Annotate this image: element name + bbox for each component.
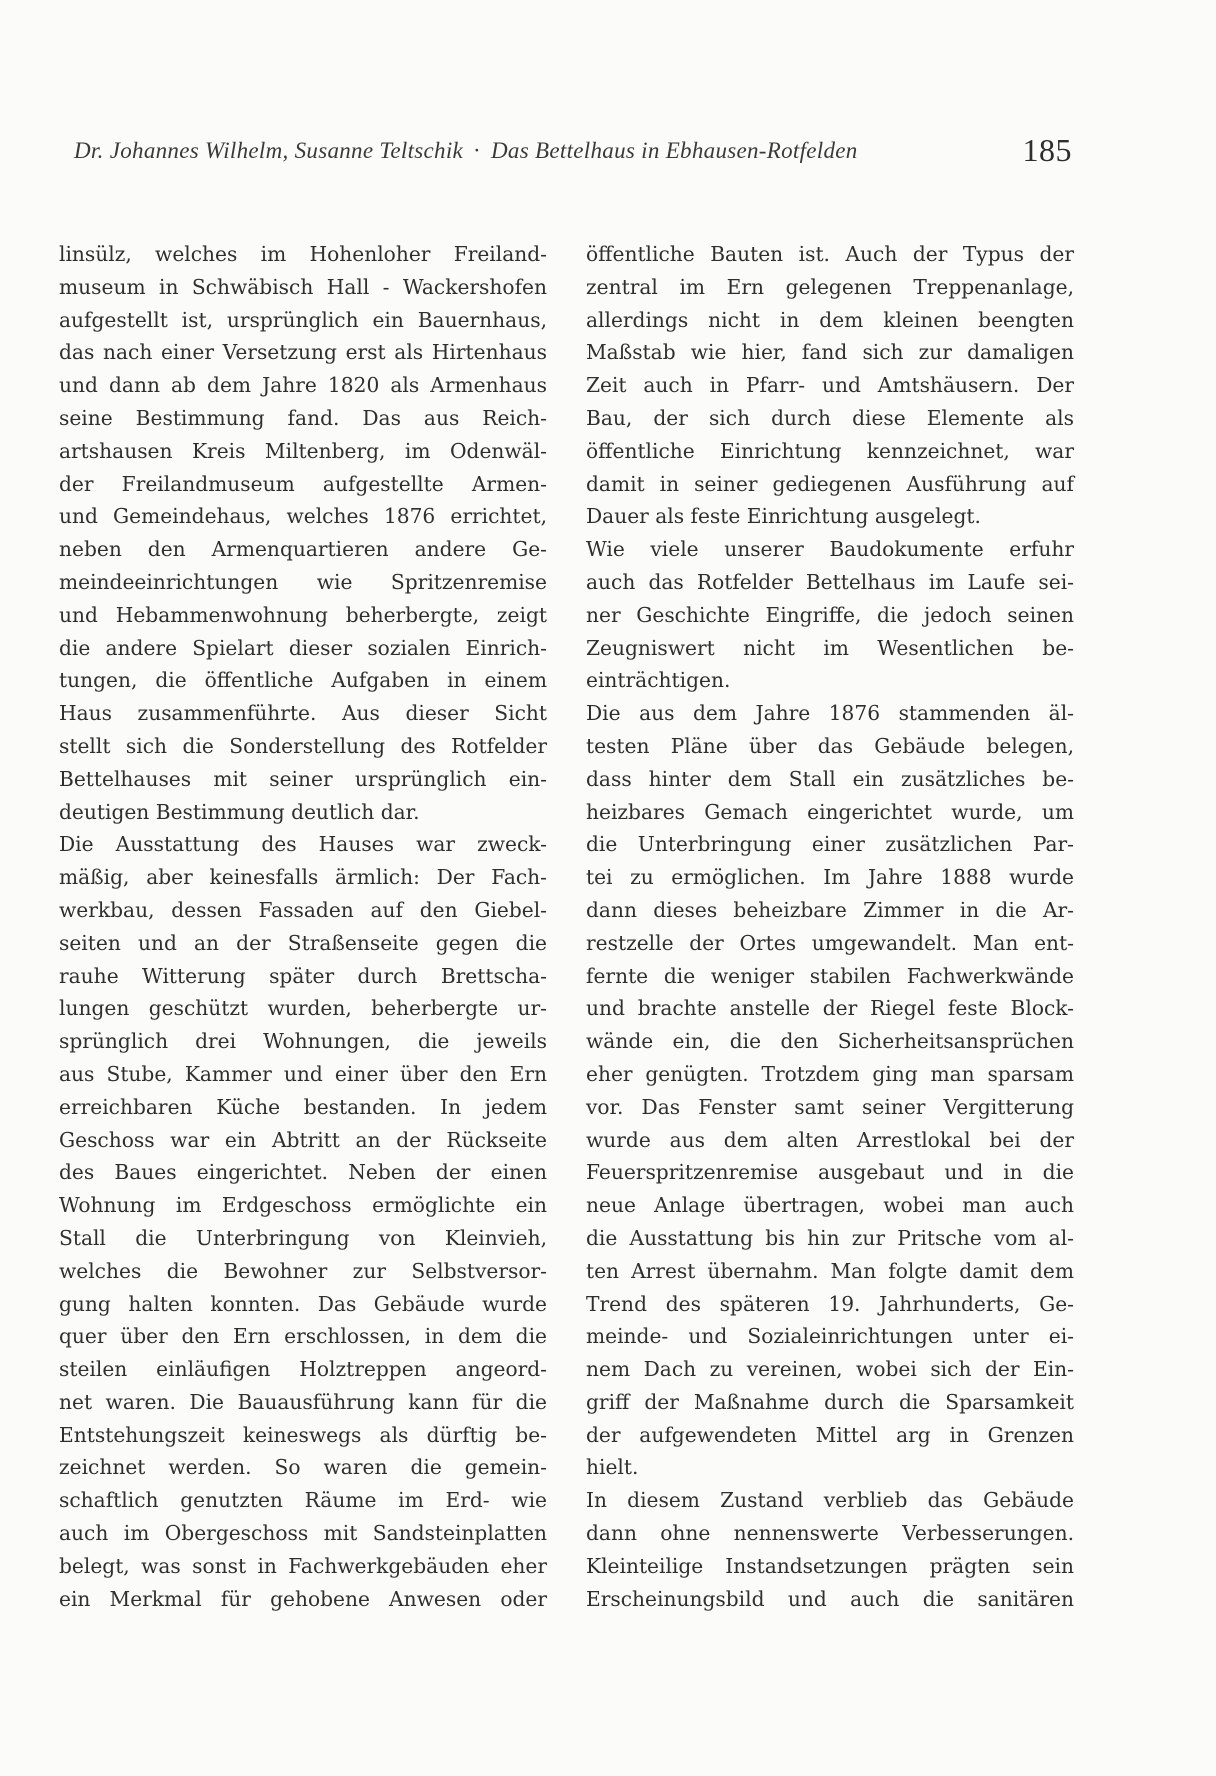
text-line: Bettelhauses mit seiner ursprünglich ein- bbox=[59, 766, 547, 791]
text-line: der Freilandmuseum aufgestellte Armen- bbox=[59, 471, 547, 496]
text-line: In diesem Zustand verblieb das Gebäude bbox=[586, 1488, 1074, 1513]
text-line: Dauer als feste Einrichtung ausgelegt. bbox=[586, 504, 981, 529]
text-line: Maßstab wie hier, fand sich zur damaligen bbox=[586, 340, 1074, 365]
text-line: hielt. bbox=[586, 1455, 639, 1480]
text-line: und dann ab dem Jahre 1820 als Armenhaus bbox=[59, 373, 547, 398]
text-line: testen Pläne über das Gebäude belegen, bbox=[586, 733, 1074, 758]
text-line: dass hinter dem Stall ein zusätzliches be- bbox=[586, 766, 1074, 791]
text-line: Die Ausstattung des Hauses war zweck- bbox=[59, 832, 547, 857]
text-line: Wie viele unserer Baudokumente erfuhr bbox=[586, 537, 1074, 562]
text-line: neben den Armenquartieren andere Ge- bbox=[59, 537, 547, 562]
text-line: Zeit auch in Pfarr- und Amtshäusern. Der bbox=[586, 373, 1074, 398]
text-line: artshausen Kreis Miltenberg, im Odenwäl- bbox=[59, 438, 547, 463]
text-line: tei zu ermöglichen. Im Jahre 1888 wurde bbox=[586, 865, 1074, 890]
text-column-right bbox=[586, 238, 1074, 1615]
running-head-text bbox=[74, 138, 858, 164]
text-line: ten Arrest übernahm. Man folgte damit dem bbox=[586, 1258, 1074, 1283]
text-line: belegt, was sonst in Fachwerkgebäuden eher bbox=[59, 1553, 547, 1578]
text-line: gung halten konnten. Das Gebäude wurde bbox=[59, 1291, 547, 1316]
text-line: öffentliche Bauten ist. Auch der Typus der bbox=[586, 242, 1074, 266]
text-line: Stall die Unterbringung von Kleinvieh, bbox=[59, 1225, 547, 1250]
page-number: 185 bbox=[1022, 132, 1072, 168]
text-line: und Gemeindehaus, welches 1876 errichtet, bbox=[59, 504, 547, 529]
running-head bbox=[74, 132, 1072, 172]
text-line: aus Stube, Kammer und einer über den Ern bbox=[59, 1061, 547, 1086]
text-line: ein Merkmal für gehobene Anwesen oder bbox=[59, 1586, 547, 1611]
text-line: die andere Spielart dieser sozialen Einrich- bbox=[59, 635, 547, 660]
text-line: restzelle der Ortes umgewandelt. Man ent- bbox=[586, 930, 1074, 955]
text-line: nem Dach zu vereinen, wobei sich der Ein- bbox=[586, 1357, 1074, 1382]
text-line: sprünglich drei Wohnungen, die jeweils bbox=[59, 1029, 547, 1054]
text-line: fernte die weniger stabilen Fachwerkwände bbox=[586, 963, 1074, 988]
text-line: Wohnung im Erdgeschoss ermöglichte ein bbox=[59, 1193, 547, 1218]
text-line: erreichbaren Küche bestanden. In jedem bbox=[59, 1094, 547, 1119]
text-line: museum in Schwäbisch Hall - Wackershofen bbox=[59, 274, 547, 299]
text-line: griff der Maßnahme durch die Sparsamkeit bbox=[586, 1389, 1074, 1414]
text-line: Erscheinungsbild und auch die sanitären bbox=[586, 1586, 1074, 1611]
text-line: meindeeinrichtungen wie Spritzenremise bbox=[59, 569, 547, 594]
text-line: und Hebammenwohnung beherbergte, zeigt bbox=[59, 602, 547, 627]
text-line: heizbares Gemach eingerichtet wurde, um bbox=[586, 799, 1074, 824]
text-line: Haus zusammenführte. Aus dieser Sicht bbox=[59, 701, 547, 726]
text-line: steilen einläufigen Holztreppen angeord- bbox=[59, 1357, 547, 1382]
text-line: net waren. Die Bauausführung kann für die bbox=[59, 1389, 547, 1414]
text-line: deutigen Bestimmung deutlich dar. bbox=[59, 799, 420, 824]
text-line: stellt sich die Sonderstellung des Rotfelder bbox=[59, 733, 547, 758]
text-line: ner Geschichte Eingriffe, die jedoch seinen bbox=[586, 602, 1074, 627]
text-line: des Baues eingerichtet. Neben der einen bbox=[59, 1160, 547, 1185]
text-line: neue Anlage übertragen, wobei man auch bbox=[586, 1193, 1074, 1218]
text-line: tungen, die öffentliche Aufgaben in einem bbox=[59, 668, 547, 693]
text-line: Zeugniswert nicht im Wesentlichen be- bbox=[586, 635, 1074, 660]
text-line: Geschoss war ein Abtritt an der Rückseite bbox=[59, 1127, 547, 1152]
text-line: damit in seiner gediegenen Ausführung auf bbox=[586, 471, 1074, 496]
text-line: mäßig, aber keinesfalls ärmlich: Der Fach- bbox=[59, 865, 547, 890]
text-line: Die aus dem Jahre 1876 stammenden äl- bbox=[586, 701, 1074, 726]
text-line: zeichnet werden. So waren die gemein- bbox=[59, 1455, 547, 1480]
text-line: vor. Das Fenster samt seiner Vergitterung bbox=[586, 1094, 1074, 1119]
text-line: rauhe Witterung später durch Brettscha- bbox=[59, 963, 547, 988]
text-line: wurde aus dem alten Arrestlokal bei der bbox=[586, 1127, 1074, 1152]
text-line: dann ohne nennenswerte Verbesserungen. bbox=[586, 1521, 1074, 1546]
header-title: Das Bettelhaus in Ebhausen-Rotfelden bbox=[491, 138, 858, 163]
text-line: Entstehungszeit keineswegs als dürftig be- bbox=[59, 1422, 547, 1447]
header-separator: · bbox=[473, 138, 482, 163]
text-line: lungen geschützt wurden, beherbergte ur- bbox=[59, 996, 547, 1021]
text-line: wände ein, die den Sicherheitsansprüchen bbox=[586, 1029, 1074, 1054]
text-line: dann dieses beheizbare Zimmer in die Ar- bbox=[586, 897, 1074, 922]
text-line: meinde- und Sozialeinrichtungen unter ei- bbox=[586, 1324, 1074, 1349]
text-line: Feuerspritzenremise ausgebaut und in die bbox=[586, 1160, 1074, 1185]
text-line: seiten und an der Straßenseite gegen die bbox=[59, 930, 547, 955]
text-line: eher genügten. Trotzdem ging man sparsam bbox=[586, 1061, 1074, 1086]
text-line: seine Bestimmung fand. Das aus Reich- bbox=[59, 405, 547, 430]
text-line: Trend des späteren 19. Jahrhunderts, Ge- bbox=[586, 1291, 1074, 1316]
text-line: allerdings nicht in dem kleinen beengten bbox=[586, 307, 1074, 332]
text-line: aufgestellt ist, ursprünglich ein Bauernhaus, bbox=[59, 307, 547, 332]
text-line: quer über den Ern erschlossen, in dem die bbox=[59, 1324, 547, 1349]
text-column-left bbox=[59, 238, 547, 1615]
text-line: die Unterbringung einer zusätzlichen Par- bbox=[586, 832, 1074, 857]
text-line: zentral im Ern gelegenen Treppenanlage, bbox=[586, 274, 1074, 299]
text-line: auch das Rotfelder Bettelhaus im Laufe sei- bbox=[586, 569, 1074, 594]
text-line: Bau, der sich durch diese Elemente als bbox=[586, 405, 1074, 430]
text-line: einträchtigen. bbox=[586, 668, 731, 693]
text-line: werkbau, dessen Fassaden auf den Giebel- bbox=[59, 897, 547, 922]
header-authors: Dr. Johannes Wilhelm, Susanne Teltschik bbox=[74, 138, 464, 163]
text-line: das nach einer Versetzung erst als Hirtenhaus bbox=[59, 340, 547, 365]
text-line: die Ausstattung bis hin zur Pritsche vom al- bbox=[586, 1225, 1074, 1250]
text-line: linsülz, welches im Hohenloher Freiland- bbox=[59, 242, 547, 266]
text-line: auch im Obergeschoss mit Sandsteinplatten bbox=[59, 1521, 547, 1546]
text-line: schaftlich genutzten Räume im Erd- wie bbox=[59, 1488, 547, 1513]
text-line: und brachte anstelle der Riegel feste Block- bbox=[586, 996, 1074, 1021]
text-line: Kleinteilige Instandsetzungen prägten sein bbox=[586, 1553, 1074, 1578]
text-line: der aufgewendeten Mittel arg in Grenzen bbox=[586, 1422, 1074, 1447]
text-line: öffentliche Einrichtung kennzeichnet, war bbox=[586, 438, 1074, 463]
text-line: welches die Bewohner zur Selbstversor- bbox=[59, 1258, 547, 1283]
